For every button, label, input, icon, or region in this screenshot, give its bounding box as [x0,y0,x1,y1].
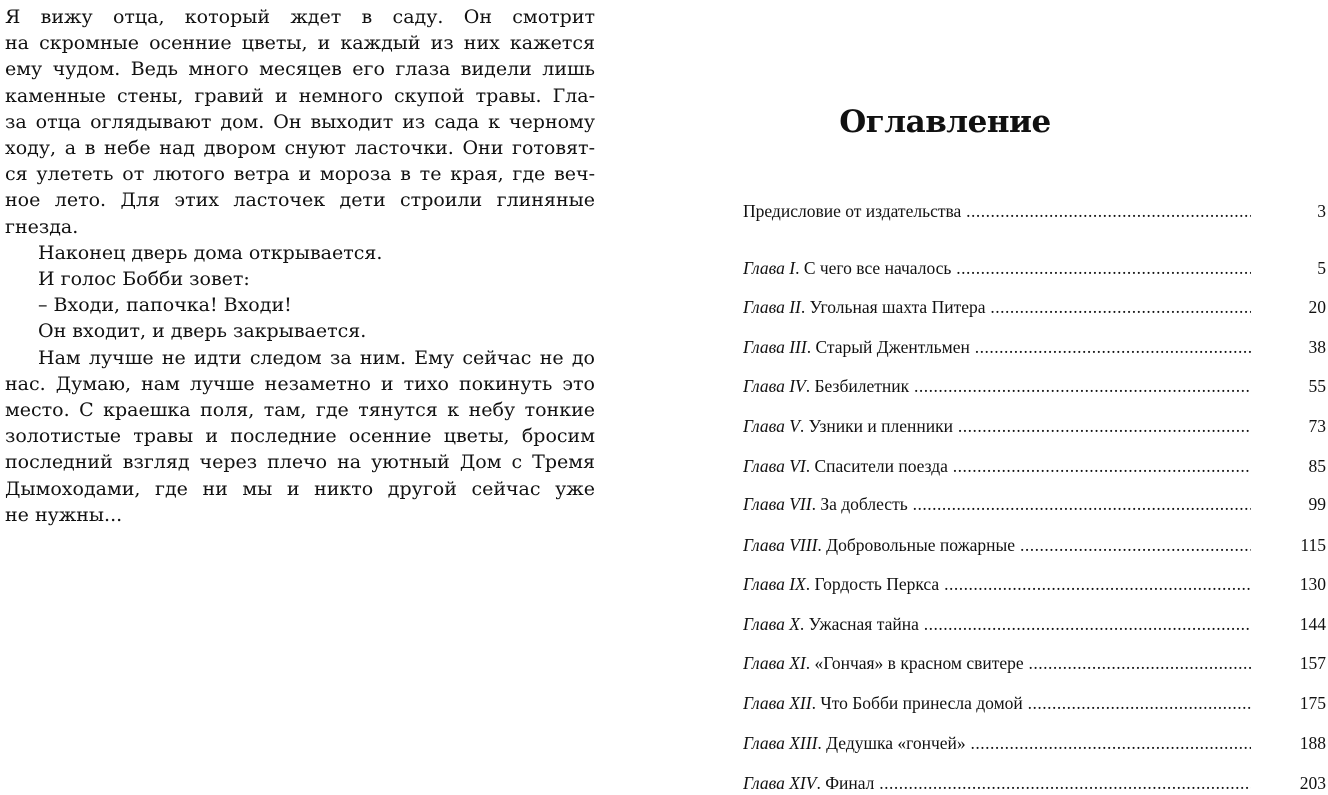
toc-entry-title: . С чего все началось [795,258,952,278]
toc-title: Оглавление [839,104,1051,140]
toc-entry-page: 73 [1308,416,1326,436]
toc-entry-label: Глава II [743,297,801,317]
toc-entry-page: 20 [1308,297,1326,317]
toc-entry-page: 203 [1299,773,1326,793]
text-line: ему чудом. Ведь много месяцев его глаза видели лишь [5,58,595,81]
toc-entry-label: Глава IX [743,574,806,594]
toc-entry-page: 55 [1308,376,1326,396]
toc-entry-chapter-11 [743,651,1326,675]
toc-entry-text [743,335,1251,359]
text-line: Нам лучше не идти следом за ним. Ему сейчас не до [38,346,595,369]
toc-entry-title: . Безбилетник [805,376,910,396]
toc-entry-label: Глава X [743,614,800,634]
toc-entry-label: Глава VII [743,494,812,514]
toc-entry-text [743,771,1251,795]
toc-entry-label: Глава XIII [743,733,818,753]
toc-entry-chapter-4 [743,374,1326,398]
text-line: место. С краешка поля, там, где тянутся к небу тонкие [5,399,595,422]
toc-entry-text [743,691,1251,715]
text-line: золотистые травы и последние осенние цветы, бросим [5,425,595,448]
toc-entry-label: Глава XII [743,693,812,713]
toc-entry-page: 99 [1308,494,1326,514]
toc-entry-text [743,295,1251,319]
toc-entry-chapter-13 [743,731,1326,755]
text-line: не нужны... [5,503,123,526]
toc-entry-chapter-3 [743,335,1326,359]
text-line: на скромные осенние цветы, и каждый из них кажется [5,32,595,55]
toc-entry-text [743,374,1251,398]
toc-entry-text [743,533,1251,557]
toc-entry-title: . Что Бобби принесла домой [811,693,1023,713]
toc-entry-label: Глава III [743,337,807,357]
left-page-text [5,4,595,528]
toc-entry-page: 175 [1299,693,1326,713]
toc-entry-text [743,572,1251,596]
toc-entry-title: . Спасители поезда [805,456,948,476]
toc-entry-page: 157 [1299,653,1326,673]
toc-entry-title: . Гордость Перкса [805,574,940,594]
toc-entry-label: Глава XI [743,653,806,673]
toc-entry-label: Глава IV [743,376,806,396]
toc-entry-text [743,454,1251,478]
toc-entry-chapter-8 [743,533,1326,557]
toc-entry-page: 38 [1308,337,1326,357]
text-line: за отца оглядывают дом. Он выходит из сада к черному [5,110,595,133]
toc-entry-title: . Ужасная тайна [799,614,919,634]
text-line: – Входи, папочка! Входи! [38,294,292,317]
toc-entry-chapter-14 [743,771,1326,795]
toc-entry-title: . «Гончая» в красном свитере [805,653,1024,673]
toc-entry-chapter-7 [743,492,1326,516]
toc-entry-title: . Старый Джентльмен [806,337,970,357]
toc-entry-title: . Добровольные пожарные [817,535,1016,555]
toc-entry-page: 3 [1317,201,1326,221]
toc-entry-chapter-1 [743,256,1326,280]
toc-entry-text [743,492,1251,516]
toc-entry-chapter-6 [743,454,1326,478]
text-line: ся улететь от лютого ветра и мороза в те края, где веч- [5,163,595,186]
toc-entry-page: 85 [1308,456,1326,476]
toc-entry-text [743,651,1251,675]
toc-entry-title: . Узники и пленники [799,416,953,436]
toc-entry-title: . За доблесть [811,494,908,514]
toc-entry-chapter-9 [743,572,1326,596]
toc-entry-page: 188 [1299,733,1326,753]
toc-entry-title: . Угольная шахта Питера [800,297,986,317]
toc-entry-title: . Дедушка «гончей» [817,733,966,753]
text-line: Он входит, и дверь закрывается. [38,320,367,343]
toc-entry-page: 130 [1299,574,1326,594]
toc-entry-text [743,199,1251,223]
toc-entry-label: Глава VIII [743,535,818,555]
toc-entry-text [743,731,1251,755]
toc-entry-label: Глава V [743,416,800,436]
toc-entry-text [743,256,1251,280]
toc-entry-text [743,612,1251,636]
text-line: Наконец дверь дома открывается. [38,241,383,264]
toc-entry-title: . Финал [816,773,875,793]
text-line: ходу, а в небе над двором снуют ласточки. Они готовят- [5,137,595,160]
toc-entry-page: 5 [1317,258,1326,278]
toc-entry-label: Глава XIV [743,773,817,793]
text-line: И голос Бобби зовет: [38,268,250,291]
toc-entry-page: 144 [1299,614,1326,634]
text-line: Я вижу отца, который ждет в саду. Он смотрит [5,6,595,28]
toc-entry-label: Глава I [743,258,796,278]
text-line: нас. Думаю, нам лучше незаметно и тихо покинуть это [5,372,595,395]
toc-entry-title: Предисловие от издательства [743,201,962,221]
toc-entry-chapter-5 [743,414,1326,438]
toc-entry-chapter-12 [743,691,1326,715]
toc-entry-preface [743,199,1326,223]
toc-entry-chapter-2 [743,295,1326,319]
text-line: ное лето. Для этих ласточек дети строили глиняные [5,189,595,212]
toc-entry-text [743,414,1251,438]
toc-entry-chapter-10 [743,612,1326,636]
text-line: каменные стены, гравий и немного скупой травы. Гла- [5,84,595,107]
text-line: последний взгляд через плечо на уютный Дом с Тремя [5,451,595,474]
toc-entry-page: 115 [1300,535,1326,555]
text-line: гнезда. [5,215,79,238]
toc-entry-label: Глава VI [743,456,806,476]
text-line: Дымоходами, где ни мы и никто другой сейчас уже [5,477,595,500]
